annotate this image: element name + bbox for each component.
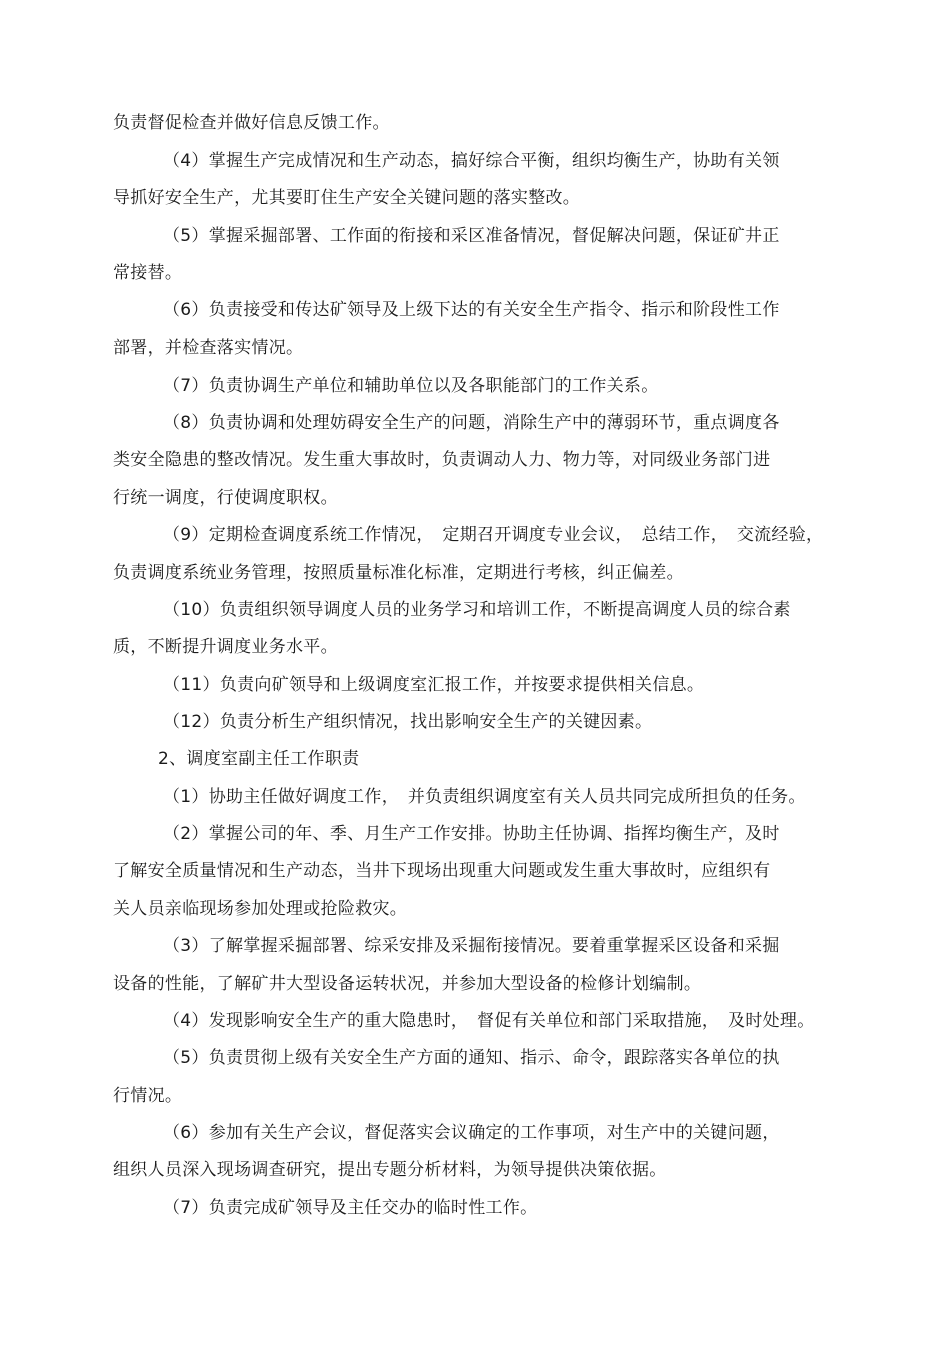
text-line: （5）掌握采掘部署、工作面的衔接和采区准备情况，督促解决问题，保证矿井正 [163, 226, 780, 246]
text-line: 关人员亲临现场参加处理或抢险救灾。 [113, 899, 408, 919]
text-line: 组织人员深入现场调查研究，提出专题分析材料，为领导提供决策依据。 [113, 1160, 667, 1180]
text-line: 类安全隐患的整改情况。发生重大事故时，负责调动人力、物力等，对同级业务部门进 [113, 450, 771, 470]
text-line: （7）负责完成矿领导及主任交办的临时性工作。 [163, 1198, 538, 1218]
text-line: （1）协助主任做好调度工作， 并负责组织调度室有关人员共同完成所担负的任务。 [163, 787, 806, 807]
text-line: （9）定期检查调度系统工作情况， 定期召开调度专业会议， 总结工作， 交流经验， [163, 525, 824, 545]
text-line: 质，不断提升调度业务水平。 [113, 637, 338, 657]
text-line: （11）负责向矿领导和上级调度室汇报工作，并按要求提供相关信息。 [163, 675, 705, 695]
text-line: （6）负责接受和传达矿领导及上级下达的有关安全生产指令、指示和阶段性工作 [163, 300, 780, 320]
text-line: （6）参加有关生产会议，督促落实会议确定的工作事项，对生产中的关键问题， [163, 1123, 780, 1143]
text-line: 常接替。 [113, 263, 183, 283]
text-line: （12）负责分析生产组织情况，找出影响安全生产的关键因素。 [163, 712, 653, 732]
text-line: （3）了解掌握采掘部署、综采安排及采掘衔接情况。要着重掌握采区设备和采掘 [163, 936, 780, 956]
text-line: 导抓好安全生产，尤其要盯住生产安全关键问题的落实整改。 [113, 188, 581, 208]
text-line: 行情况。 [113, 1086, 183, 1106]
text-line: 设备的性能，了解矿井大型设备运转状况，并参加大型设备的检修计划编制。 [113, 974, 702, 994]
text-line: 部署，并检查落实情况。 [113, 338, 304, 358]
text-line: （10）负责组织领导调度人员的业务学习和培训工作，不断提高调度人员的综合素 [163, 600, 791, 620]
text-line: （5）负责贯彻上级有关安全生产方面的通知、指示、命令，跟踪落实各单位的执 [163, 1048, 780, 1068]
text-line: （8）负责协调和处理妨碍安全生产的问题，消除生产中的薄弱环节，重点调度各 [163, 413, 780, 433]
text-line: 负责督促检查并做好信息反馈工作。 [113, 113, 390, 133]
text-line: （2）掌握公司的年、季、月生产工作安排。协助主任协调、指挥均衡生产，及时 [163, 824, 780, 844]
text-line: 行统一调度，行使调度职权。 [113, 488, 338, 508]
section-heading: 2、调度室副主任工作职责 [158, 749, 360, 769]
text-line: 了解安全质量情况和生产动态，当井下现场出现重大问题或发生重大事故时，应组织有 [113, 861, 771, 881]
text-line: （4）掌握生产完成情况和生产动态，搞好综合平衡，组织均衡生产，协助有关领 [163, 151, 780, 171]
text-line: （7）负责协调生产单位和辅助单位以及各职能部门的工作关系。 [163, 376, 659, 396]
text-line: （4）发现影响安全生产的重大隐患时， 督促有关单位和部门采取措施， 及时处理。 [163, 1011, 815, 1031]
text-line: 负责调度系统业务管理，按照质量标准化标准，定期进行考核，纠正偏差。 [113, 563, 684, 583]
